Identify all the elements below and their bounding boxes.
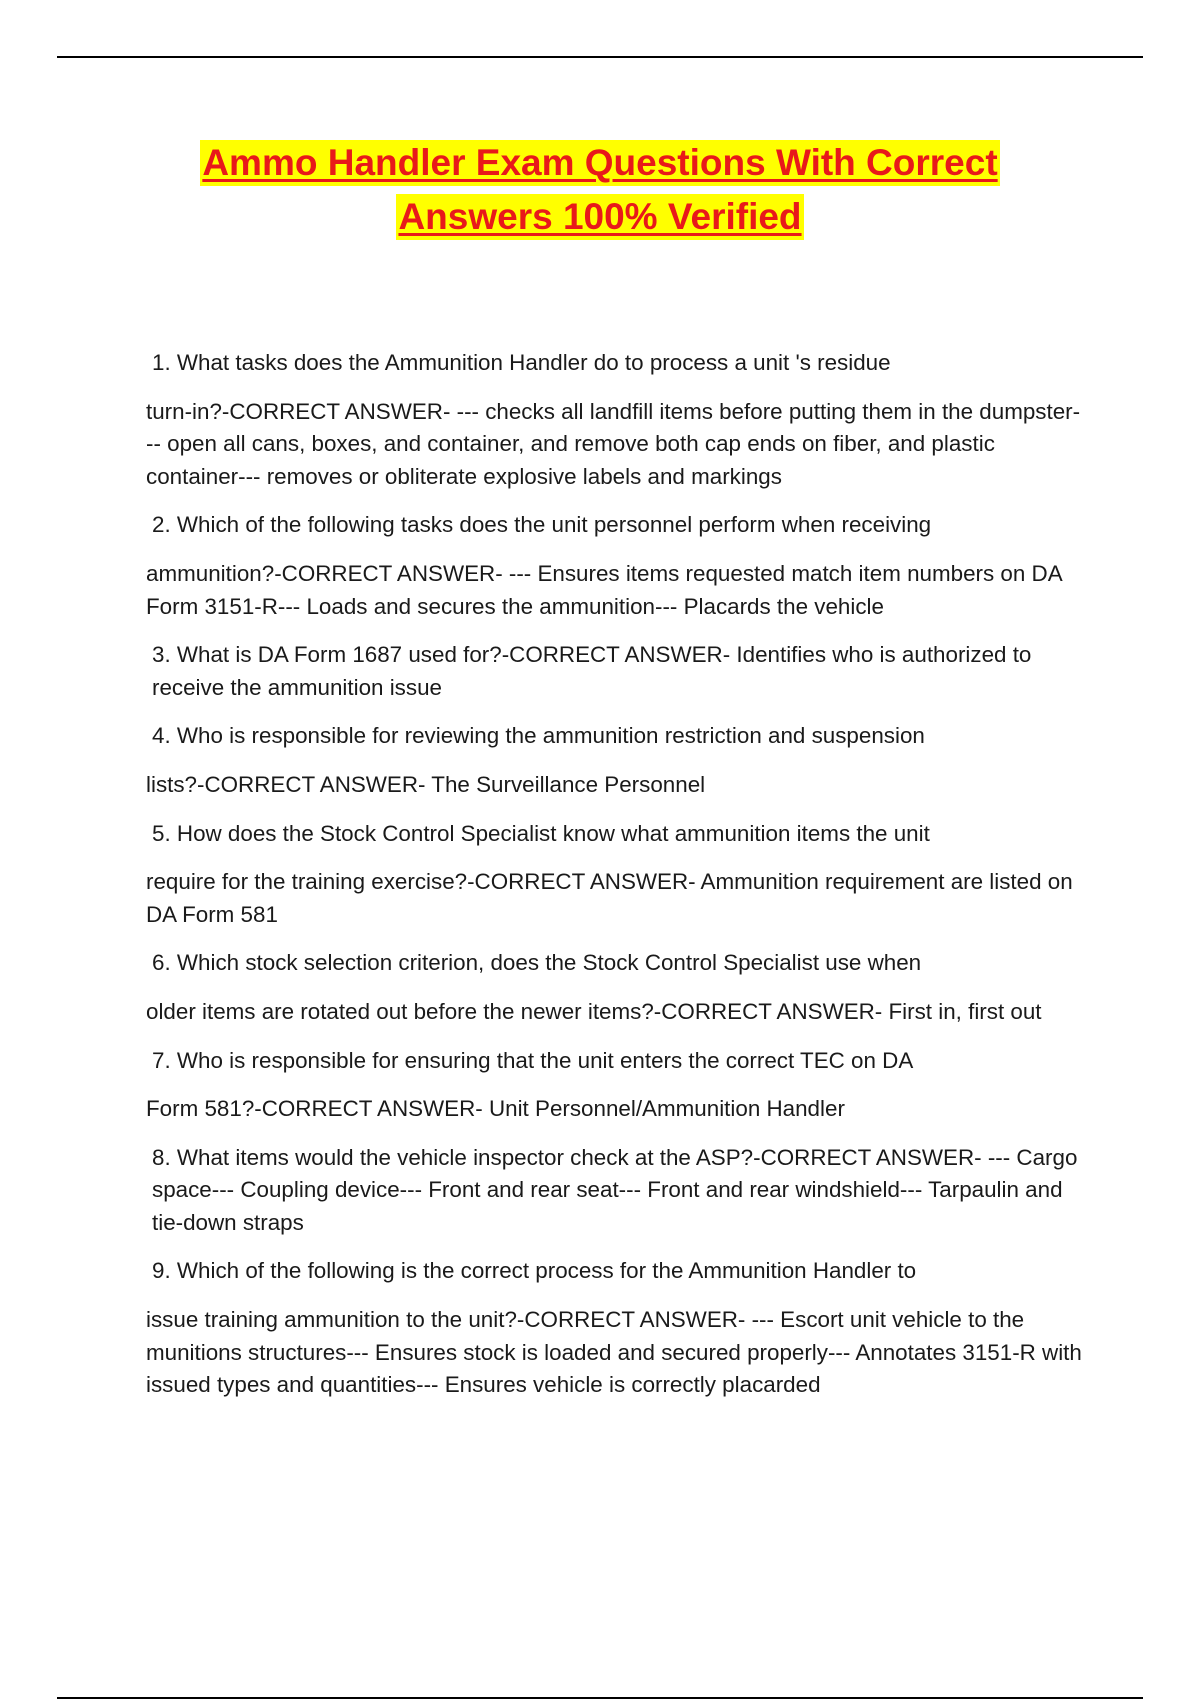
- question-8: 8. What items would the vehicle inspector check at the ASP?-CORRECT ANSWER- --- Cargo space--- Coupling device--- Front and rear seat--- Front and rear windshield--- Tarpaulin and tie-down straps: [152, 1144, 1078, 1235]
- qa-item-2: [146, 509, 1086, 623]
- qa-item-5: [146, 818, 1086, 932]
- question-6: 6. Which stock selection criterion, does the Stock Control Specialist use when: [152, 950, 922, 976]
- qa-item-1: [146, 347, 1086, 493]
- qa-item-6: [146, 947, 1086, 1028]
- answer-2: ammunition?-CORRECT ANSWER- --- Ensures items requested match item numbers on DA Form 3151-R--- Loads and secures the ammunition--- Placards the vehicle: [146, 560, 1062, 619]
- qa-item-7: [146, 1045, 1086, 1126]
- document-title: [0, 140, 1200, 248]
- question-1: 1. What tasks does the Ammunition Handler do to process a unit 's residue: [152, 350, 891, 375]
- answer-9: issue training ammunition to the unit?-CORRECT ANSWER- --- Escort unit vehicle to the munitions structures--- Ensures stock is loaded and secured properly--- Annotates 3151-R with issued types and quantities--- Ensures vehicle is correctly placarded: [146, 1307, 1082, 1398]
- question-9: 9. Which of the following is the correct process for the Ammunition Handler to: [152, 1258, 917, 1284]
- question-5: 5. How does the Stock Control Specialist know what ammunition items the unit: [152, 820, 930, 846]
- qa-item-9: [146, 1255, 1086, 1401]
- qa-item-3: [146, 639, 1086, 704]
- qa-list: [146, 347, 1086, 1418]
- title-line-2: Answers 100% Verified: [396, 194, 803, 240]
- qa-item-8: [146, 1142, 1086, 1240]
- title-line-1: Ammo Handler Exam Questions With Correct: [200, 140, 999, 186]
- answer-5: require for the training exercise?-CORRECT ANSWER- Ammunition requirement are listed on DA Form 581: [146, 869, 1073, 927]
- top-rule: [57, 56, 1143, 58]
- bottom-rule: [57, 1697, 1143, 1699]
- qa-item-4: [146, 720, 1086, 801]
- answer-4: lists?-CORRECT ANSWER- The Surveillance Personnel: [146, 771, 706, 797]
- question-3: 3. What is DA Form 1687 used for?-CORRECT ANSWER- Identifies who is authorized to receive the ammunition issue: [152, 642, 1032, 700]
- answer-7: Form 581?-CORRECT ANSWER- Unit Personnel/Ammunition Handler: [146, 1096, 845, 1122]
- answer-6: older items are rotated out before the newer items?-CORRECT ANSWER- First in, first out: [146, 998, 1042, 1024]
- answer-1: turn-in?-CORRECT ANSWER- --- checks all landfill items before putting them in the dumpster--- open all cans, boxes, and container, and remove both cap ends on fiber, and plastic container--- removes or obliterate explosive labels and markings: [146, 398, 1081, 489]
- question-2: 2. Which of the following tasks does the unit personnel perform when receiving: [152, 512, 932, 538]
- question-7: 7. Who is responsible for ensuring that the unit enters the correct TEC on DA: [152, 1047, 914, 1073]
- question-4: 4. Who is responsible for reviewing the ammunition restriction and suspension: [152, 723, 925, 749]
